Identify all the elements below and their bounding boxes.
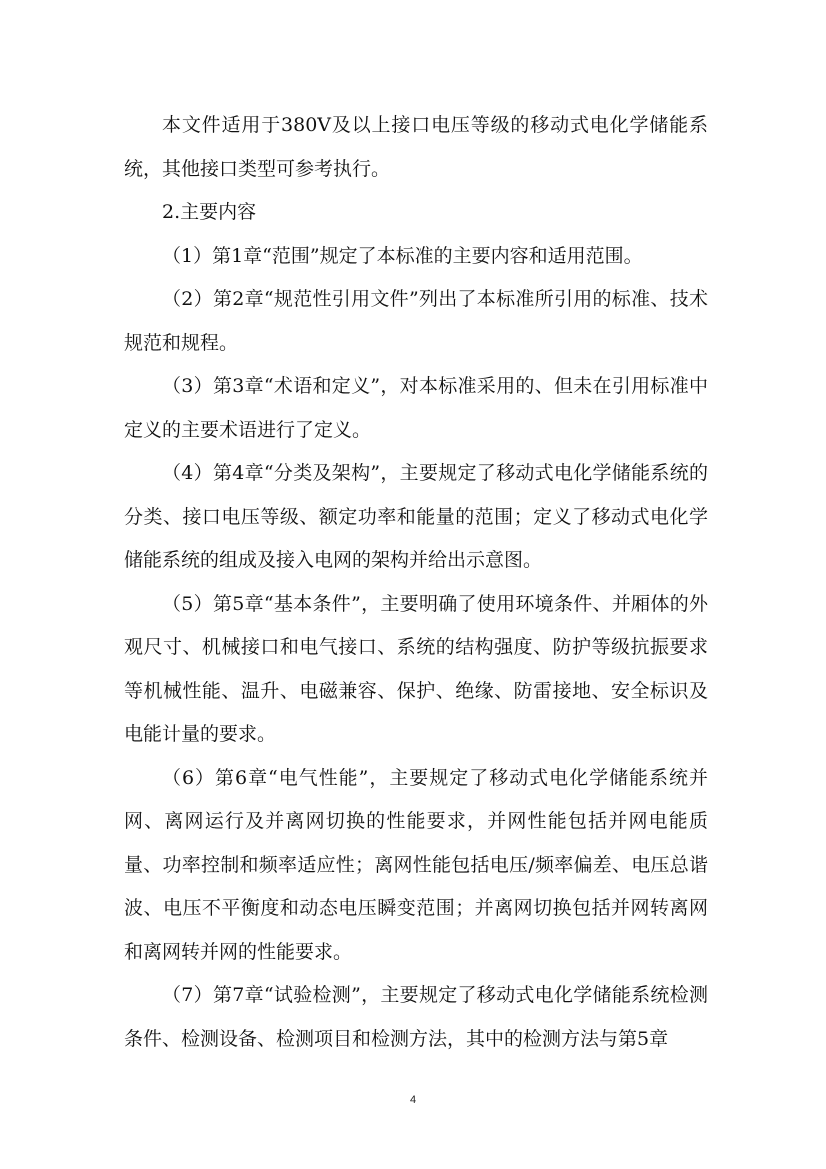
page-number: 4: [409, 1094, 417, 1106]
section-heading-main-content: 2.主要内容: [162, 201, 257, 223]
paragraph-scope-applicability: 本文件适用于380V及以上接口电压等级的移动式电化学储能系统，其他接口类型可参考执行。: [124, 114, 708, 180]
paragraph-chapter-1: （1）第1章“范围”规定了本标准的主要内容和适用范围。: [162, 244, 643, 267]
paragraph-chapter-7: （7）第7章“试验检测”，主要规定了移动式电化学储能系统检测条件、检测设备、检测项目和检测方法，其中的检测方法与第5章: [124, 984, 708, 1050]
paragraph-chapter-5: （5）第5章“基本条件”，主要明确了使用环境条件、并厢体的外观尺寸、机械接口和电气接口、系统的结构强度、防护等级抗振要求等机械性能、温升、电磁兼容、保护、绝缘、防雷接地、安全标识及电能计量的要求。: [124, 592, 708, 745]
paragraph-chapter-4: （4）第4章“分类及架构”，主要规定了移动式电化学储能系统的分类、接口电压等级、额定功率和能量的范围；定义了移动式电化学储能系统的组成及接入电网的架构并给出示意图。: [124, 462, 708, 571]
document-body: [124, 104, 708, 1061]
paragraph-chapter-3: （3）第3章“术语和定义”，对本标准采用的、但未在引用标准中定义的主要术语进行了定义。: [124, 375, 708, 441]
paragraph-chapter-6: （6）第6章“电气性能”，主要规定了移动式电化学储能系统并网、离网运行及并离网切换的性能要求，并网性能包括并网电能质量、功率控制和频率适应性；离网性能包括电压/频率偏差、电压总谐波、电压不平衡度和动态电压瞬变范围；并离网切换包括并网转离网和离网转并网的性能要求。: [124, 766, 708, 963]
paragraph-chapter-2: （2）第2章“规范性引用文件”列出了本标准所引用的标准、技术规范和规程。: [124, 288, 708, 354]
